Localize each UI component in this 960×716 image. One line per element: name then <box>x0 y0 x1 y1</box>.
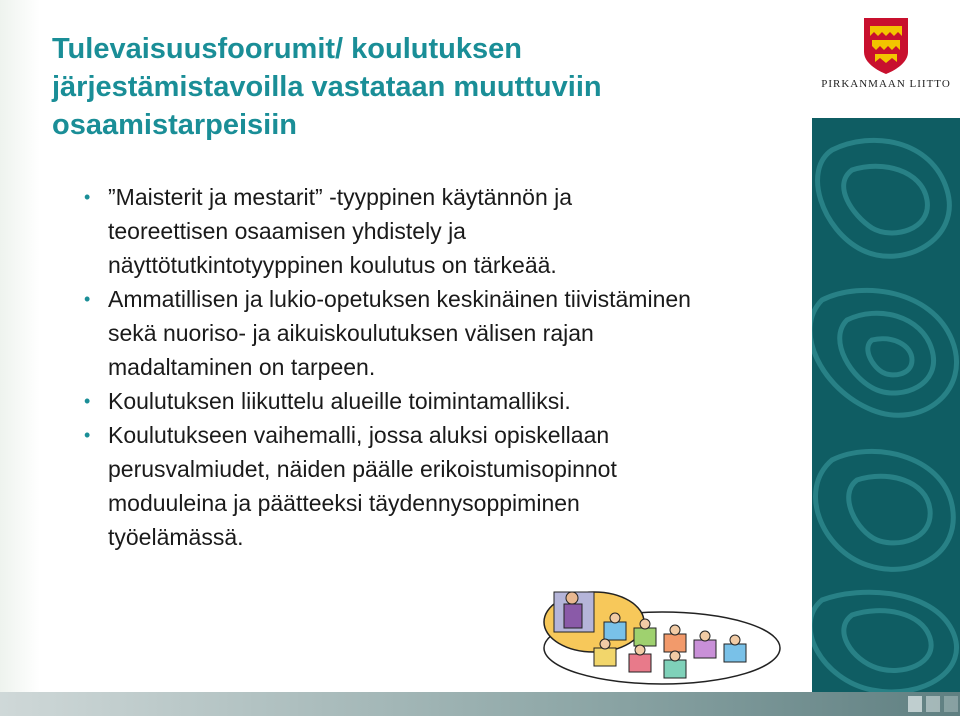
bullet-list <box>84 180 794 554</box>
bullet-line: madaltaminen on tarpeen. <box>108 354 376 380</box>
bullet-line: työelämässä. <box>108 524 244 550</box>
org-name: PIRKANMAAN LIITTO <box>821 78 951 90</box>
title-line: järjestämistavoilla vastataan muuttuviin <box>52 71 602 103</box>
bullet-item <box>84 418 794 554</box>
title-line: Tulevaisuusfoorumit/ koulutuksen <box>52 33 522 65</box>
bullet-dot-icon: • <box>84 289 91 309</box>
bullet-line: teoreettisen osaamisen yhdistely ja <box>108 218 466 244</box>
bullet-dot-icon: • <box>84 391 91 411</box>
bottom-squares-icon <box>800 692 960 716</box>
bullet-line: moduuleina ja päätteeksi täydennysoppiminen <box>108 490 580 516</box>
bullet-dot-icon: • <box>84 187 91 207</box>
bullet-line: ”Maisterit ja mestarit” -tyyppinen käytännön ja <box>108 184 573 210</box>
bullet-line: Koulutukseen vaihemalli, jossa aluksi opiskellaan <box>108 422 610 448</box>
bullet-line: Ammatillisen ja lukio-opetuksen keskinäinen tiivistäminen <box>108 286 691 312</box>
bullet-dot-icon: • <box>84 425 91 445</box>
classroom-illustration-icon <box>534 582 784 690</box>
logo-area <box>812 0 960 118</box>
bullet-item <box>84 384 794 418</box>
bullet-line: näyttötutkintotyyppinen koulutus on tärkeää. <box>108 252 557 278</box>
bullet-line: Koulutuksen liikuttelu alueille toimintamalliksi. <box>108 388 571 414</box>
bullet-line: perusvalmiudet, näiden päälle erikoistumisopinnot <box>108 456 617 482</box>
title-line: osaamistarpeisiin <box>52 109 297 141</box>
side-decor-panel <box>812 0 960 696</box>
coat-of-arms-icon <box>812 0 960 78</box>
slide-title <box>52 30 752 144</box>
bullet-item <box>84 180 794 282</box>
bullet-item <box>84 282 794 384</box>
bullet-line: sekä nuoriso- ja aikuiskoulutuksen välisen rajan <box>108 320 594 346</box>
